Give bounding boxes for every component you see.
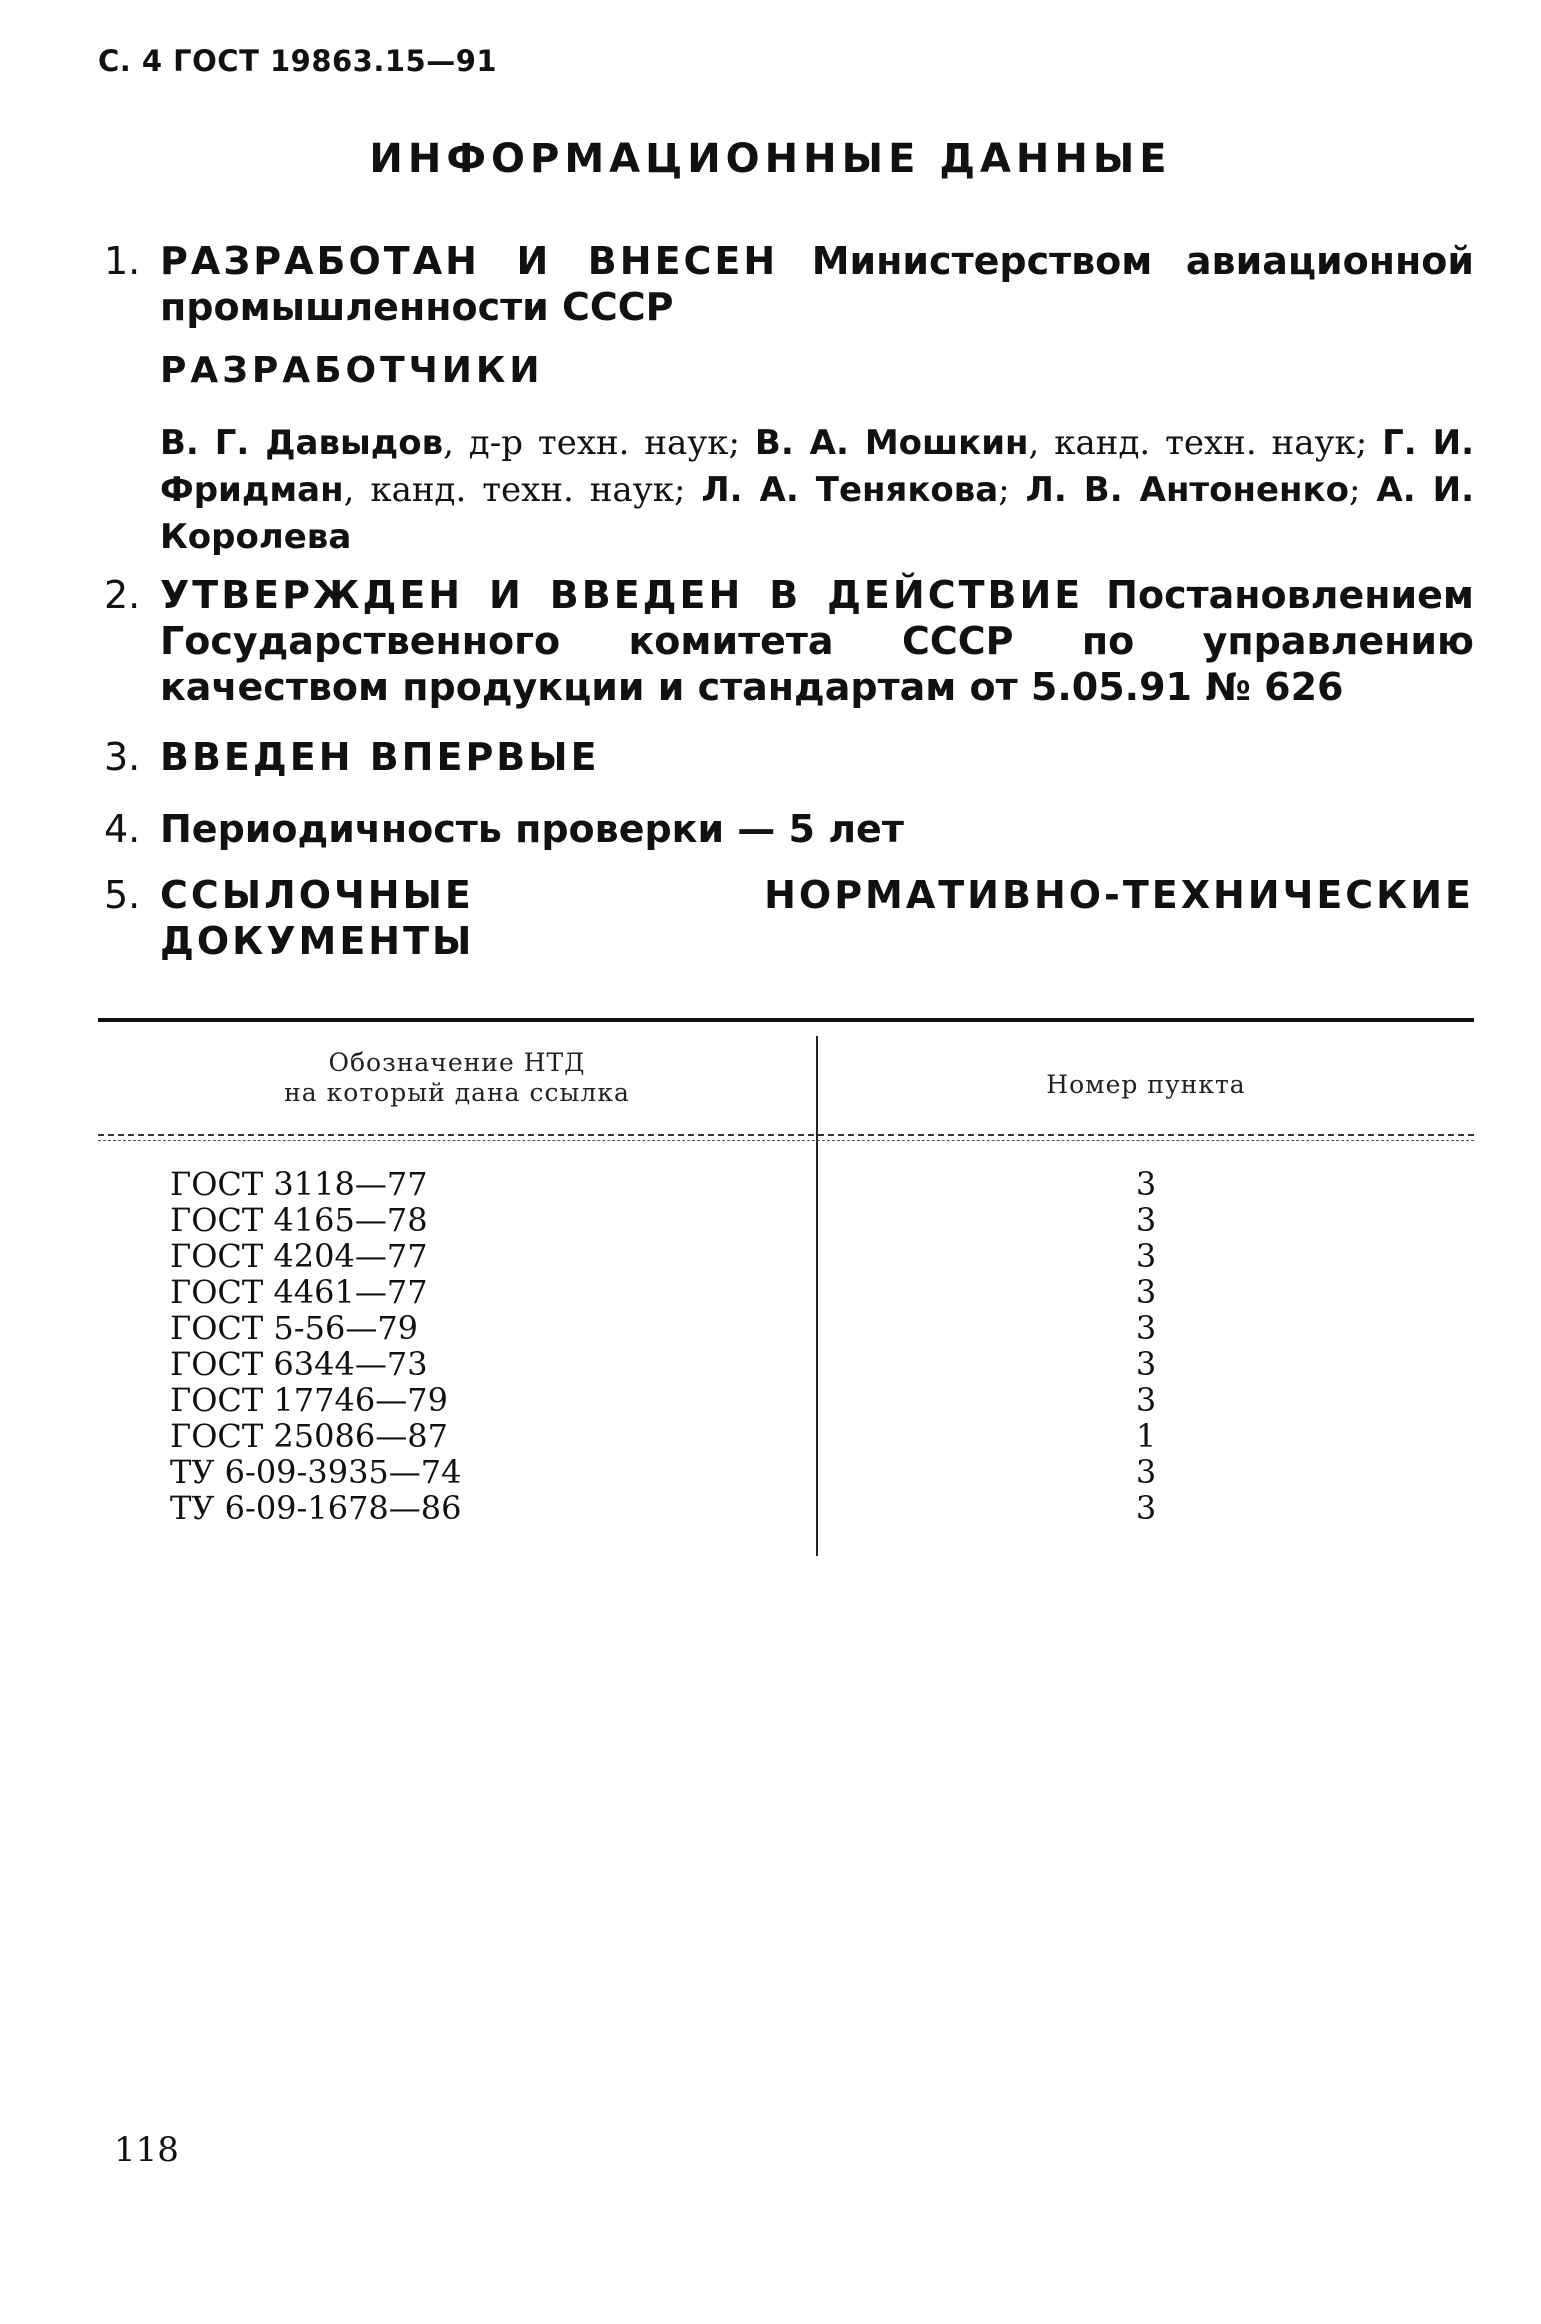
cell-item-number: 3 (1135, 1345, 1157, 1383)
header-rule (98, 1134, 1474, 1136)
cell-item-number: 3 (1135, 1165, 1157, 1203)
developers-heading: РАЗРАБОТЧИКИ (160, 350, 544, 391)
developers-list (160, 420, 1474, 561)
item-number: 5. (104, 873, 141, 917)
cell-item-number: 3 (1135, 1453, 1157, 1491)
table-row (98, 1274, 1474, 1310)
developer-name: Г. И. Фридман (160, 423, 1474, 510)
reference-table (98, 1018, 1474, 1558)
table-row (98, 1382, 1474, 1418)
info-item-2 (104, 572, 1474, 710)
table-row (98, 1166, 1474, 1202)
item-text: Постановлением Государственного комитета СССР по управлению качеством продукции и стандартам от 5.05.91 № 626 (160, 573, 1474, 709)
table-row (98, 1238, 1474, 1274)
cell-designation: ТУ 6-09-1678—86 (170, 1489, 462, 1527)
cell-designation: ГОСТ 17746—79 (170, 1381, 448, 1419)
cell-item-number: 3 (1135, 1381, 1157, 1419)
table-row (98, 1310, 1474, 1346)
item-text: Министерством авиационной промышленности СССР (160, 239, 1474, 329)
developer-name: В. Г. Давыдов (160, 423, 444, 463)
column-header-item-number: Номер пункта (1046, 1070, 1246, 1099)
cell-designation: ТУ 6-09-3935—74 (170, 1453, 462, 1491)
item-number: 2. (104, 573, 141, 617)
header-rule (98, 1140, 1474, 1141)
developer-title: , д-р техн. наук; (443, 423, 755, 463)
item-caps: РАЗРАБОТАН И ВНЕСЕН (160, 239, 779, 283)
cell-item-number: 3 (1135, 1237, 1157, 1275)
cell-item-number: 1 (1135, 1417, 1157, 1455)
page-header: С. 4 ГОСТ 19863.15—91 (98, 44, 498, 78)
developer-title: ; (1348, 470, 1377, 510)
info-item-3 (104, 734, 1474, 780)
developer-title: ; (998, 470, 1026, 510)
info-item-5 (104, 872, 1474, 964)
item-text: Периодичность проверки — 5 лет (160, 807, 904, 851)
item-number: 3. (104, 735, 141, 779)
cell-designation: ГОСТ 4165—78 (170, 1201, 428, 1239)
info-item-4 (104, 806, 1474, 852)
cell-designation: ГОСТ 6344—73 (170, 1345, 428, 1383)
document-title: ИНФОРМАЦИОННЫЕ ДАННЫЕ (369, 136, 1172, 182)
developer-name: Л. В. Антоненко (1025, 470, 1349, 510)
item-caps: ВВЕДЕН ВПЕРВЫЕ (160, 735, 600, 779)
table-body (98, 1166, 1474, 1526)
cell-designation: ГОСТ 25086—87 (170, 1417, 448, 1455)
item-number: 1. (104, 239, 141, 283)
table-row (98, 1454, 1474, 1490)
cell-designation: ГОСТ 4204—77 (170, 1237, 428, 1275)
cell-item-number: 3 (1135, 1309, 1157, 1347)
cell-designation: ГОСТ 3118—77 (170, 1165, 428, 1203)
cell-item-number: 3 (1135, 1201, 1157, 1239)
cell-designation: ГОСТ 5-56—79 (170, 1309, 419, 1347)
cell-item-number: 3 (1135, 1489, 1157, 1527)
item-caps: УТВЕРЖДЕН И ВВЕДЕН В ДЕЙСТВИЕ (160, 573, 1084, 617)
info-item-1 (104, 238, 1474, 330)
item-caps: ССЫЛОЧНЫЕ НОРМАТИВНО-ТЕХНИЧЕСКИЕ ДОКУМЕНТЫ (160, 873, 1474, 963)
cell-designation: ГОСТ 4461—77 (170, 1273, 428, 1311)
developer-name: А. И. Королева (160, 470, 1474, 557)
table-row (98, 1418, 1474, 1454)
column-header-designation (98, 1048, 816, 1108)
developer-title: , канд. техн. наук; (1028, 423, 1383, 463)
table-top-rule (98, 1018, 1474, 1022)
column-header-line: Обозначение НТД (328, 1048, 586, 1077)
table-row (98, 1346, 1474, 1382)
developer-name: Л. А. Тенякова (701, 470, 999, 510)
developer-name: В. А. Мошкин (754, 423, 1029, 463)
cell-item-number: 3 (1135, 1273, 1157, 1311)
column-header-line: на который дана ссылка (284, 1078, 630, 1107)
developer-title: , канд. техн. наук; (343, 470, 702, 510)
table-row (98, 1490, 1474, 1526)
table-row (98, 1202, 1474, 1238)
page-number: 118 (114, 2130, 179, 2170)
item-number: 4. (104, 807, 141, 851)
